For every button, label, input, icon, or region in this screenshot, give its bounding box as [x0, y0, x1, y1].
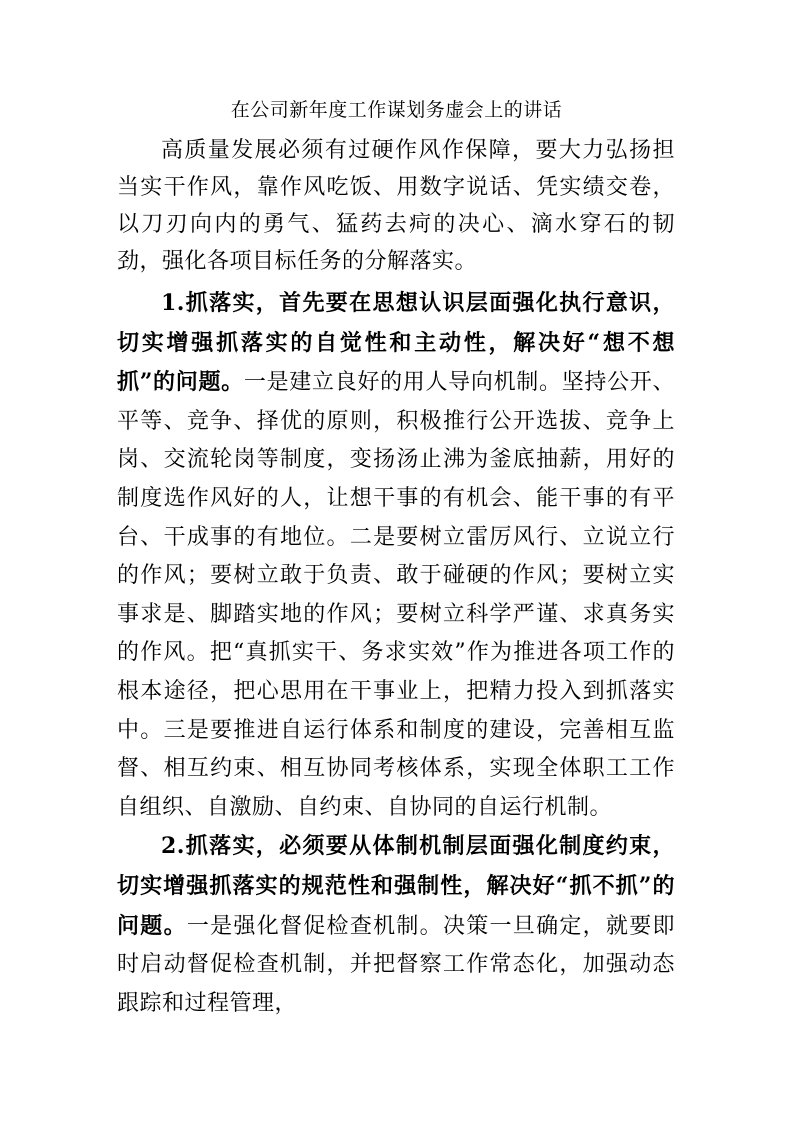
- section-1-paragraph: [117, 284, 675, 827]
- document-body: [117, 132, 675, 1023]
- section-2-body: 一是强化督促检查机制。决策一旦确定，就要即时启动督促检查机制，并把督察工作常态化，加强动态跟踪和过程管理，: [117, 913, 675, 1016]
- intro-paragraph: 高质量发展必须有过硬作风作保障，要大力弘扬担当实干作风，靠作风吃饭、用数字说话、凭实绩交卷，以刀刃向内的勇气、猛药去疴的决心、滴水穿石的韧劲，强化各项目标任务的分解落实。: [117, 138, 675, 274]
- section-2-paragraph: [117, 827, 675, 1023]
- document-title: 在公司新年度工作谋划务虚会上的讲话: [230, 99, 563, 121]
- section-1-body: 一是建立良好的用人导向机制。坚持公开、平等、竞争、择优的原则，积极推行公开选拔、竞争上岗、交流轮岗等制度，变扬汤止沸为釜底抽薪，用好的制度选作风好的人，让想干事的有机会、能干事的有平台、干成事的有地位。二是要树立雷厉风行、立说立行的作风；要树立敢于负责、敢于碰硬的作风；要树立实事求是、脚踏实地的作风；要树立科学严谨、求真务实的作风。把“真抓实干、务求实效”作为推进各项工作的根本途径，把心思用在干事业上，把精力投入到抓落实中。三是要推进自运行体系和制度的建设，完善相互监督、相互约束、相互协同考核体系，实现全体职工工作自组织、自激励、自约束、自协同的自运行机制。: [117, 370, 675, 820]
- section-2-heading: 2.抓落实，必须要从体制机制层面强化制度约束，切实增强抓落实的规范性和强制性，解决好“抓不抓”的问题。: [117, 833, 675, 939]
- section-1-heading: 1.抓落实，首先要在思想认识层面强化执行意识，切实增强抓落实的自觉性和主动性，解决好“想不想抓”的问题。: [117, 290, 675, 396]
